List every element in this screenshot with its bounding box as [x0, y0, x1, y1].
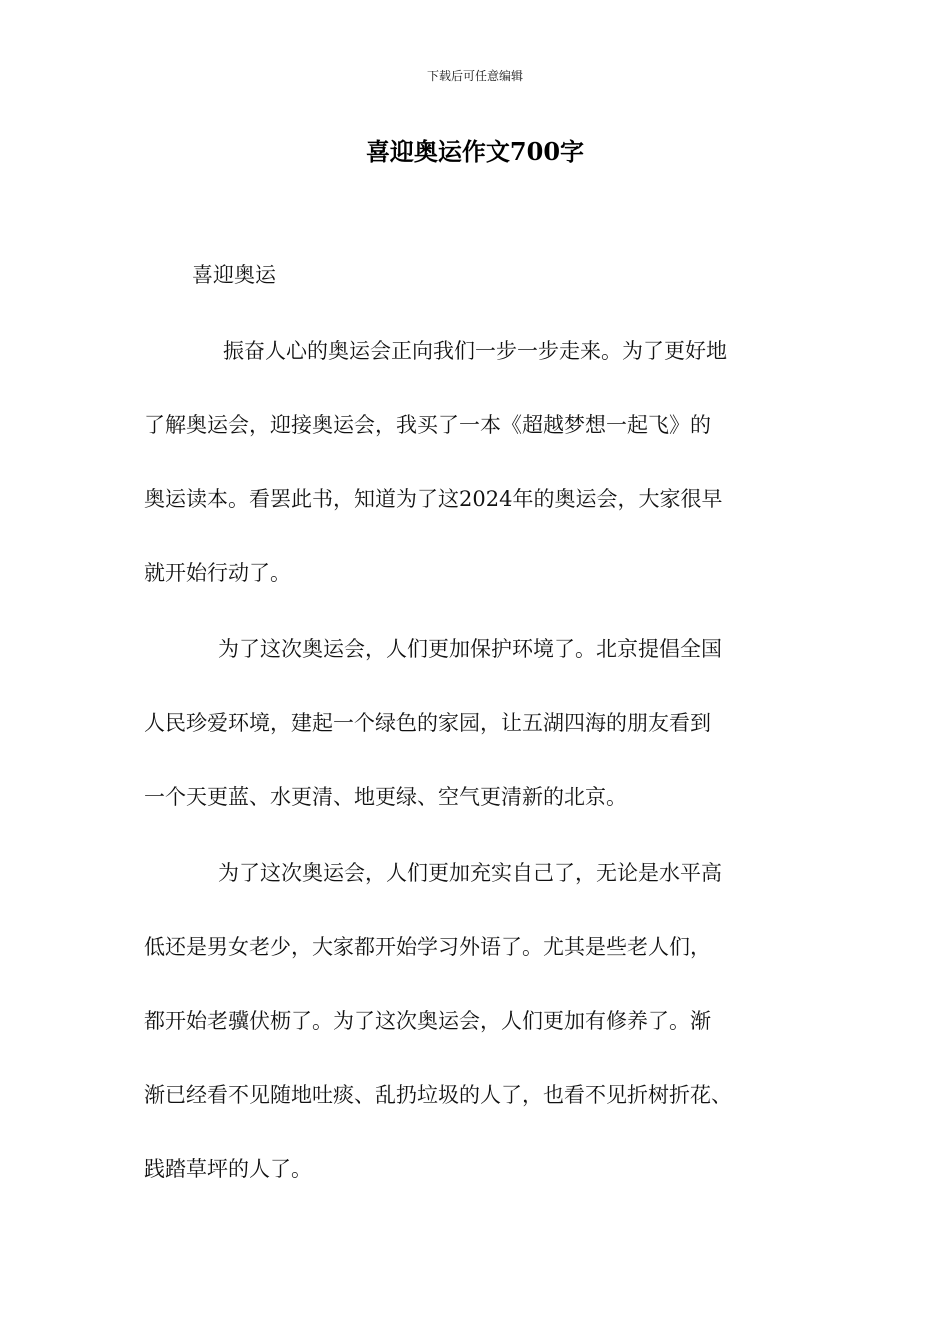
document-title: 喜迎奥运作文700字: [365, 137, 585, 166]
section-subtitle: 喜迎奥运: [192, 263, 276, 287]
paragraph-line: 奥运读本。看罢此书，知道为了这2024年的奥运会，大家很早: [144, 487, 723, 511]
paragraph-line: 为了这次奥运会，人们更加充实自己了，无论是水平高: [218, 861, 722, 885]
paragraph-line: 都开始老骥伏枥了。为了这次奥运会，人们更加有修养了。渐: [144, 1009, 711, 1033]
paragraph-1: [144, 336, 834, 596]
paragraph-line: 人民珍爱环境，建起一个绿色的家园，让五湖四海的朋友看到: [144, 711, 711, 735]
paragraph-line: 践踏草坪的人了。: [144, 1157, 312, 1181]
paragraph-line: 一个天更蓝、水更清、地更绿、空气更清新的北京。: [144, 785, 627, 809]
paragraph-line: 了解奥运会，迎接奥运会，我买了一本《超越梦想一起飞》的: [144, 413, 711, 437]
paragraph-line: 低还是男女老少，大家都开始学习外语了。尤其是些老人们，: [144, 935, 711, 959]
paragraph-line: 为了这次奥运会，人们更加保护环境了。北京提倡全国: [218, 637, 722, 661]
paragraph-3: [144, 858, 834, 1198]
paragraph-2: [144, 634, 834, 824]
paragraph-line: 就开始行动了。: [144, 561, 291, 585]
header-note: 下载后可任意编辑: [426, 69, 523, 83]
paragraph-line: 渐已经看不见随地吐痰、乱扔垃圾的人了，也看不见折树折花、: [144, 1083, 732, 1107]
paragraph-line: 振奋人心的奥运会正向我们一步一步走来。为了更好地: [223, 339, 727, 363]
